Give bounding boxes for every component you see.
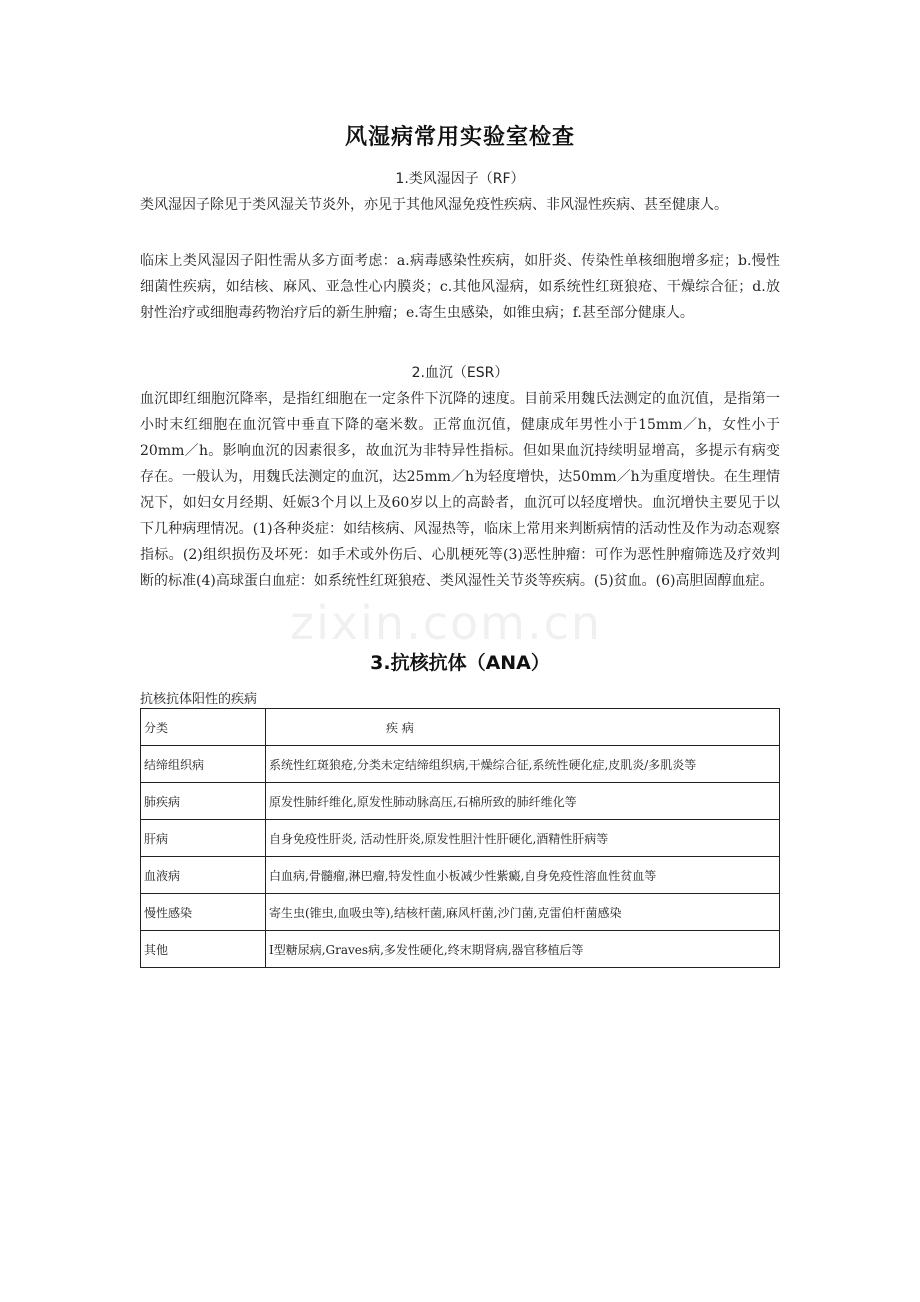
table-row: [141, 783, 780, 820]
table-cell-diseases: 自身免疫性肝炎, 活动性肝炎,原发性胆汁性肝硬化,酒精性肝病等: [266, 820, 780, 857]
table-cell-category: 结缔组织病: [141, 746, 266, 783]
table-cell-diseases: 原发性肺纤维化,原发性肺动脉高压,石棉所致的肺纤维化等: [266, 783, 780, 820]
table-cell-category: 肺疾病: [141, 783, 266, 820]
table-cell-category: 慢性感染: [141, 894, 266, 931]
section-2-paragraph: 血沉即红细胞沉降率，是指红细胞在一定条件下沉降的速度。目前采用魏氏法测定的血沉值，是指第一小时末红细胞在血沉管中垂直下降的毫米数。正常血沉值，健康成年男性小于15mm／h，女性小于20mm／h。影响血沉的因素很多，故血沉为非特异性指标。但如果血沉持续明显增高，多提示有病变存在。一般认为，用魏氏法测定的血沉，达25mm／h为轻度增快，达50mm／h为重度增快。在生理情况下，如妇女月经期、妊娠3个月以上及60岁以上的高龄者，血沉可以轻度增快。血沉增快主要见于以下几种病理情况。(1)各种炎症：如结核病、风湿热等，临床上常用来判断病情的活动性及作为动态观察指标。(2)组织损伤及坏死：如手术或外伤后、心肌梗死等(3)恶性肿瘤：可作为恶性肿瘤筛选及疗效判断的标准(4)高球蛋白血症：如系统性红斑狼疮、类风湿性关节炎等疾病。(5)贫血。(6)高胆固醇血症。: [140, 391, 780, 589]
table-row: [141, 820, 780, 857]
table-cell-diseases: 白血病,骨髓瘤,淋巴瘤,特发性血小板减少性紫癜,自身免疫性溶血性贫血等: [266, 857, 780, 894]
table-cell-category: 肝病: [141, 820, 266, 857]
table-caption: 抗核抗体阳性的疾病: [140, 692, 258, 707]
watermark: zixin.com.cn: [290, 596, 603, 650]
table-header-cell: 分类: [141, 709, 266, 746]
section-1-paragraph-1: 类风湿因子除见于类风湿关节炎外，亦见于其他风湿免疫性疾病、非风湿性疾病、甚至健康人。: [140, 197, 728, 213]
table-header-row: [141, 709, 780, 746]
table-row: [141, 894, 780, 931]
table-row: [141, 931, 780, 968]
section-2-heading: 2.血沉（ESR）: [411, 365, 509, 381]
table-header-cell: 疾 病: [266, 709, 780, 746]
section-3-heading: 3.抗核抗体（ANA）: [370, 652, 550, 674]
table-cell-diseases: 系统性红斑狼疮,分类未定结缔组织病,干燥综合征,系统性硬化症,皮肌炎/多肌炎等: [266, 746, 780, 783]
section-1-paragraph-2: 临床上类风湿因子阳性需从多方面考虑：a.病毒感染性疾病，如肝炎、传染性单核细胞增多症；b.慢性细菌性疾病，如结核、麻风、亚急性心内膜炎；c.其他风湿病，如系统性红斑狼疮、干燥综合征；d.放射性治疗或细胞毒药物治疗后的新生肿瘤；e.寄生虫感染，如锥虫病；f.甚至部分健康人。: [140, 253, 780, 321]
table-cell-category: 其他: [141, 931, 266, 968]
table-cell-diseases: 寄生虫(锥虫,血吸虫等),结核杆菌,麻风杆菌,沙门菌,克雷伯杆菌感染: [266, 894, 780, 931]
table-row: [141, 746, 780, 783]
table-cell-diseases: Ⅰ型糖尿病,Graves病,多发性硬化,终末期肾病,器官移植后等: [266, 931, 780, 968]
section-1-heading: 1.类风湿因子（RF）: [395, 171, 525, 187]
page-title: 风湿病常用实验室检查: [344, 125, 575, 150]
ana-disease-table: [140, 708, 780, 968]
table-row: [141, 857, 780, 894]
table-cell-category: 血液病: [141, 857, 266, 894]
